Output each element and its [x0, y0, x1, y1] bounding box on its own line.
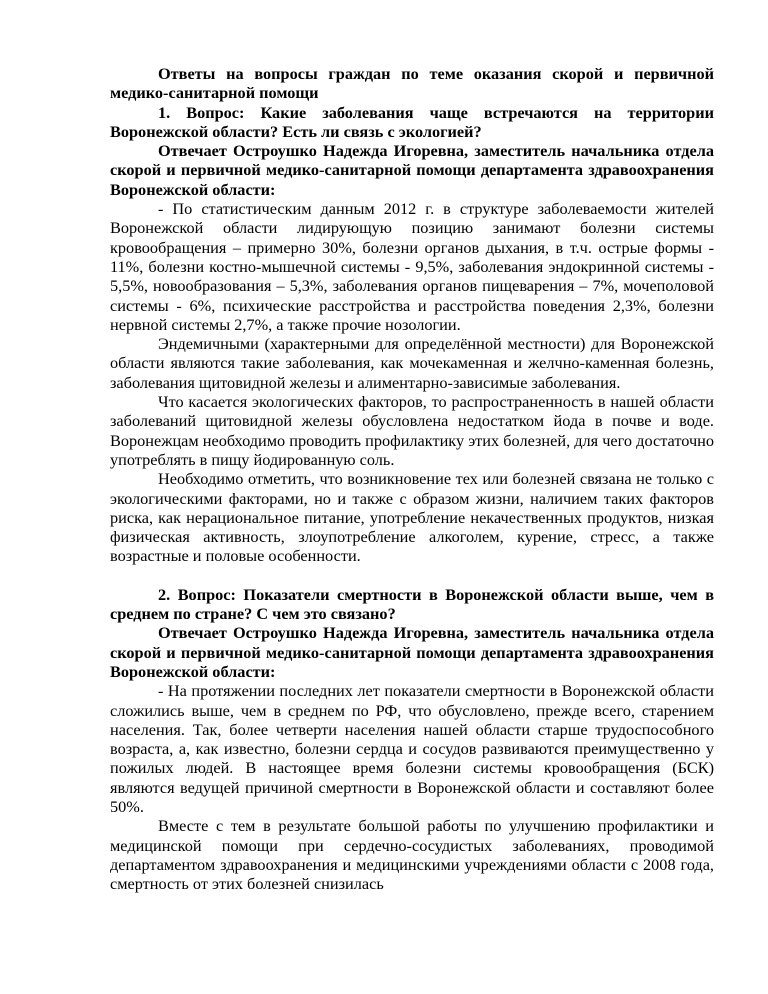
- answerer-1: Отвечает Остроушко Надежда Игоревна, заместитель начальника отдела скорой и первичной медико-санитарной помощи департамента здравоохранения Воронежской области:: [110, 141, 714, 199]
- answerer-2: Отвечает Остроушко Надежда Игоревна, заместитель начальника отдела скорой и первичной медико-санитарной помощи департамента здравоохранения Воронежской области:: [110, 623, 714, 681]
- section-spacer: [110, 566, 714, 585]
- answer-1-paragraph-2: Эндемичными (характерными для определённой местности) для Воронежской области являются такие заболевания, как мочекаменная и желчно-каменная болезнь, заболевания щитовидной железы и алиментарно-зависимые заболевания.: [110, 334, 714, 392]
- question-2: 2. Вопрос: Показатели смертности в Воронежской области выше, чем в среднем по стране? С чем это связано?: [110, 584, 714, 624]
- question-1: 1. Вопрос: Какие заболевания чаще встречаются на территории Воронежской области? Есть ли связь с экологией?: [110, 102, 714, 141]
- document-title: Ответы на вопросы граждан по теме оказания скорой и первичной медико-санитарной помощи: [110, 64, 714, 103]
- answer-1-paragraph-1: - По статистическим данным 2012 г. в структуре заболеваемости жителей Воронежской области лидирующую позицию занимают болезни системы кровообращения – примерно 30%, болезни органов дыхания, в т.ч. острые формы - 11%, болезни костно-мышечной системы - 9,5%, заболевания эндокринной системы - 5,5%, новообразования – 5,3%, заболевания органов пищеварения – 7%, мочеполовой системы - 6%, психические расстройства и расстройства поведения 2,3%, болезни нервной системы 2,7%, а также прочие нозологии.: [110, 199, 714, 334]
- answer-2-paragraph-1: - На протяжении последних лет показатели смертности в Воронежской области сложились выше, чем в среднем по РФ, что обусловлено, прежде всего, старением населения. Так, более четверти населения нашей области старше трудоспособного возраста, а, как известно, болезни сердца и сосудов развиваются преимущественно у пожилых людей. В настоящее время болезни системы кровообращения (БСК) являются ведущей причиной смертности в Воронежской области и составляют более 50%.: [110, 681, 714, 816]
- document-page: [110, 64, 714, 893]
- answer-1-paragraph-3: Что касается экологических факторов, то распространенность в нашей области заболеваний щитовидной железы обусловлена недостатком йода в почве и воде. Воронежцам необходимо проводить профилактику этих болезней, для чего достаточно употреблять в пищу йодированную соль.: [110, 392, 714, 469]
- answer-1-paragraph-4: Необходимо отметить, что возникновение тех или болезней связана не только с экологическими факторами, но и также с образом жизни, наличием таких факторов риска, как нерациональное питание, употребление некачественных продуктов, низкая физическая активность, злоупотребление алкоголем, курение, стресс, а также возрастные и половые особенности.: [110, 469, 714, 566]
- answer-2-paragraph-2: Вместе с тем в результате большой работы по улучшению профилактики и медицинской помощи при сердечно-сосудистых заболеваниях, проводимой департаментом здравоохранения и медицинскими учреждениями области с 2008 года, смертность от этих болезней снизилась: [110, 816, 714, 894]
